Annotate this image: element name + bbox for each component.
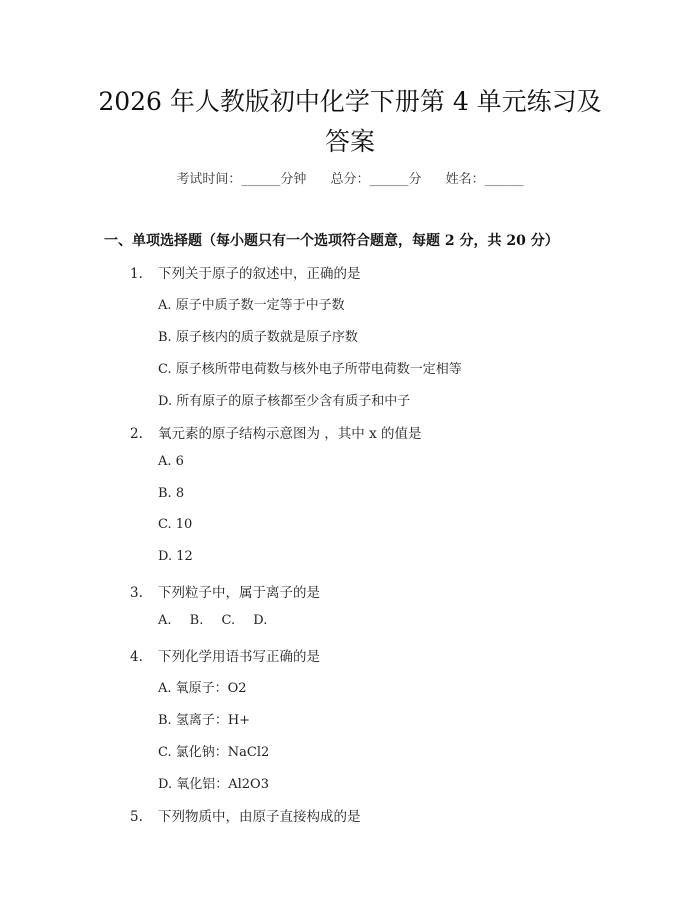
q3-option-a: A. (158, 613, 172, 628)
q2-option-d: D. 12 (158, 549, 193, 564)
question-1 (130, 262, 361, 282)
q3-option-d: D. (253, 613, 268, 628)
q4-option-a: A. 氧原子：O2 (158, 681, 247, 696)
q4-option-b: B. 氢离子：H+ (158, 713, 251, 728)
q4-option-d: D. 氧化铝：Al2O3 (158, 777, 269, 792)
q1-option-b: B. 原子核内的质子数就是原子序数 (158, 330, 358, 345)
question-4 (130, 645, 320, 665)
question-text: 下列化学用语书写正确的是 (158, 649, 320, 665)
question-text: 下列物质中，由原子直接构成的是 (158, 809, 361, 825)
q4-option-c: C. 氯化钠：NaCl2 (158, 745, 270, 760)
question-text: 氧元素的原子结构示意图为 ，其中 x 的值是 (158, 426, 422, 442)
title-line-2: 答案 (324, 127, 375, 156)
total-score-field: 总分：______分 (330, 172, 422, 187)
q1-option-c: C. 原子核所带电荷数与核外电子所带电荷数一定相等 (158, 362, 462, 377)
name-field: 姓名：______ (445, 172, 524, 187)
q1-option-d: D. 所有原子的原子核都至少含有质子和中子 (158, 394, 411, 409)
q3-option-b: B. (189, 613, 204, 628)
exam-time-field: 考试时间：______分钟 (176, 172, 307, 187)
question-number: 5. (130, 809, 143, 825)
section-heading: 一、单项选择题（每小题只有一个选项符合题意，每题 2 分，共 20 分） (104, 233, 559, 249)
exam-meta (0, 168, 700, 187)
title-line-1: 2026 年人教版初中化学下册第 4 单元练习及 (98, 87, 602, 116)
question-number: 1. (130, 266, 143, 282)
question-number: 2. (130, 426, 143, 442)
question-number: 3. (130, 585, 143, 601)
question-text: 下列粒子中，属于离子的是 (158, 585, 320, 601)
question-number: 4. (130, 649, 143, 665)
question-3 (130, 581, 320, 601)
q1-option-a: A. 原子中质子数一定等于中子数 (158, 298, 345, 313)
q2-option-c: C. 10 (158, 517, 193, 532)
q2-option-a: A. 6 (158, 454, 184, 469)
question-2 (130, 422, 422, 442)
q2-option-b: B. 8 (158, 486, 185, 501)
q3-option-c: C. (221, 613, 236, 628)
question-5 (130, 805, 361, 825)
q3-options (158, 613, 281, 628)
page-title (60, 82, 640, 162)
question-text: 下列关于原子的叙述中，正确的是 (158, 266, 361, 282)
